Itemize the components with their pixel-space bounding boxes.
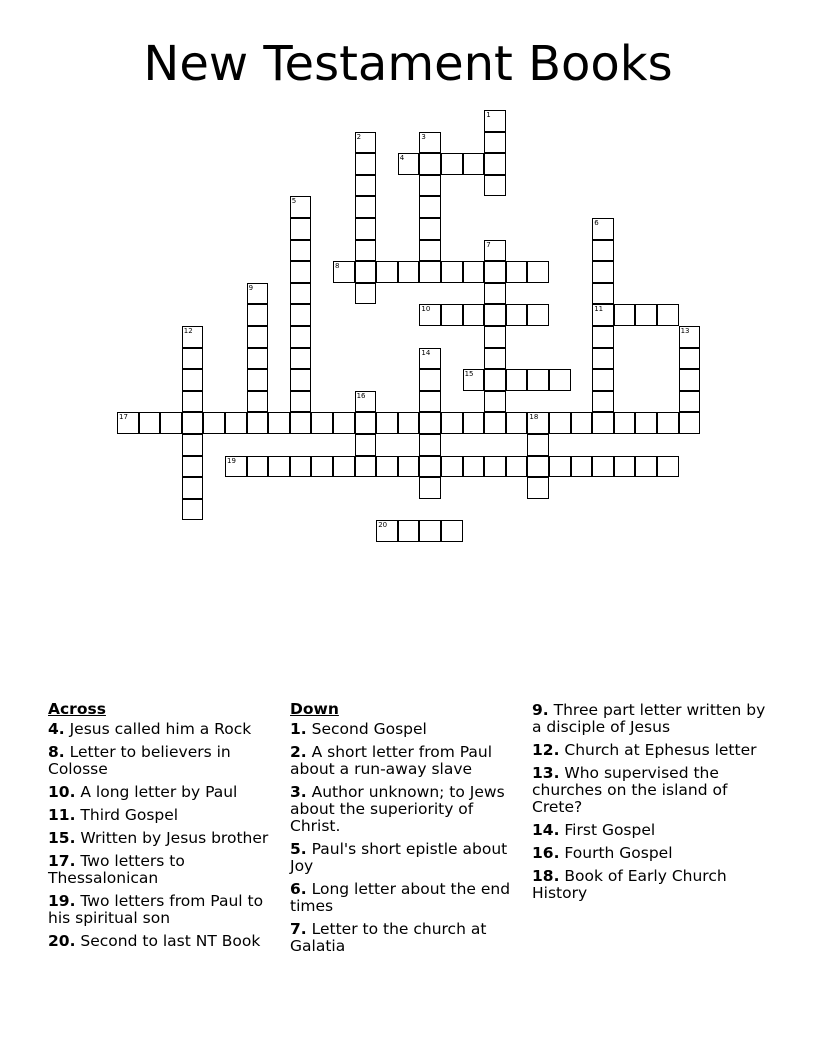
grid-cell[interactable] (290, 261, 312, 283)
clue-text: Long letter about the end times (290, 880, 511, 915)
clue-number: 4. (48, 720, 65, 738)
grid-cell[interactable] (333, 456, 355, 478)
grid-cell[interactable] (484, 283, 506, 305)
grid-cell[interactable] (290, 240, 312, 262)
clue-number-label: 19 (227, 456, 236, 465)
grid-cell[interactable] (290, 369, 312, 391)
grid-cell[interactable] (463, 153, 485, 175)
grid-cell[interactable] (225, 456, 247, 478)
clue-number: 18. (532, 867, 560, 885)
clue-number-label: 6 (594, 219, 599, 227)
across-heading: Across (48, 700, 106, 718)
clue-number: 7. (290, 920, 307, 938)
clue-item (48, 933, 280, 950)
grid-cell[interactable] (484, 369, 506, 391)
grid-cell[interactable] (527, 477, 549, 499)
clue-text: A short letter from Paul about a run-away slave (290, 743, 493, 778)
grid-cell[interactable] (398, 412, 420, 434)
grid-cell[interactable] (182, 412, 204, 434)
grid-cell[interactable] (355, 283, 377, 305)
clue-number-label: 4 (399, 154, 405, 163)
clue-text: Book of Early Church History (532, 867, 727, 902)
grid-cell[interactable] (679, 369, 701, 391)
grid-cell[interactable] (679, 326, 701, 348)
down-clues (290, 700, 526, 961)
grid-cell[interactable] (635, 412, 657, 434)
down-clues-continued (532, 702, 772, 908)
grid-cell[interactable] (398, 456, 420, 478)
clue-number: 11. (48, 806, 76, 824)
grid-cell[interactable] (419, 434, 441, 456)
grid-cell[interactable] (247, 283, 269, 305)
grid-cell[interactable] (182, 369, 204, 391)
clue-number: 17. (48, 852, 76, 870)
clue-item (48, 744, 280, 778)
grid-cell[interactable] (441, 520, 463, 542)
grid-cell[interactable] (592, 412, 614, 434)
grid-cell[interactable] (679, 412, 701, 434)
grid-cell[interactable] (592, 283, 614, 305)
grid-cell[interactable] (398, 153, 420, 175)
grid-cell[interactable] (247, 326, 269, 348)
grid-cell[interactable] (355, 456, 377, 478)
clue-number-label: 1 (486, 111, 491, 119)
grid-cell[interactable] (290, 391, 312, 413)
grid-cell[interactable] (419, 304, 441, 326)
clue-number-label: 20 (378, 521, 388, 530)
grid-cell[interactable] (549, 369, 571, 391)
grid-cell[interactable] (549, 456, 571, 478)
grid-cell[interactable] (376, 261, 398, 283)
clue-text: Church at Ephesus letter (559, 741, 757, 759)
grid-cell[interactable] (139, 412, 161, 434)
grid-cell[interactable] (484, 304, 506, 326)
grid-cell[interactable] (290, 326, 312, 348)
grid-cell[interactable] (182, 326, 204, 348)
clue-number-label: 7 (486, 240, 491, 249)
clue-number: 3. (290, 783, 307, 801)
clue-text: Three part letter written by a disciple of Jesus (532, 701, 766, 736)
grid-cell[interactable] (290, 348, 312, 370)
clue-number-label: 17 (119, 413, 128, 422)
grid-cell[interactable] (614, 304, 636, 326)
clue-text: Letter to believers in Colosse (48, 743, 231, 778)
grid-cell[interactable] (376, 520, 398, 542)
across-clues (48, 700, 280, 956)
clue-number-label: 2 (356, 132, 362, 141)
grid-cell[interactable] (333, 261, 355, 283)
grid-cell[interactable] (268, 456, 290, 478)
clue-number: 6. (290, 880, 307, 898)
grid-cell[interactable] (506, 456, 528, 478)
grid-cell[interactable] (441, 153, 463, 175)
grid-cell[interactable] (527, 412, 549, 434)
grid-cell[interactable] (592, 326, 614, 348)
grid-cell[interactable] (182, 477, 204, 499)
grid-cell[interactable] (635, 456, 657, 478)
clue-text: Author unknown; to Jews about the superiority of Christ. (290, 783, 505, 835)
grid-cell[interactable] (484, 456, 506, 478)
grid-cell[interactable] (506, 412, 528, 434)
clue-number-label: 3 (421, 132, 426, 141)
clue-number: 20. (48, 932, 76, 950)
grid-cell[interactable] (398, 261, 420, 283)
grid-cell[interactable] (484, 132, 506, 154)
grid-cell[interactable] (614, 412, 636, 434)
grid-cell[interactable] (484, 412, 506, 434)
clue-item (290, 921, 526, 955)
grid-cell[interactable] (311, 456, 333, 478)
grid-cell[interactable] (333, 412, 355, 434)
clue-text: Who supervised the churches on the island of Crete? (532, 764, 728, 816)
grid-cell[interactable] (527, 304, 549, 326)
grid-cell[interactable] (592, 348, 614, 370)
clue-number-label: 13 (680, 327, 690, 335)
clue-text: Written by Jesus brother (75, 829, 269, 847)
clue-number-label: 10 (421, 305, 431, 314)
clue-text: Letter to the church at Galatia (290, 920, 487, 955)
grid-cell[interactable] (182, 499, 204, 521)
clue-item (532, 742, 772, 759)
grid-cell[interactable] (419, 196, 441, 218)
grid-cell[interactable] (614, 456, 636, 478)
grid-cell[interactable] (355, 153, 377, 175)
grid-cell[interactable] (182, 456, 204, 478)
clue-item (532, 702, 772, 736)
grid-cell[interactable] (290, 456, 312, 478)
clue-number: 13. (532, 764, 560, 782)
clue-item (532, 765, 772, 816)
grid-cell[interactable] (419, 261, 441, 283)
clue-number: 12. (532, 741, 560, 759)
grid-cell[interactable] (506, 369, 528, 391)
grid-cell[interactable] (268, 412, 290, 434)
grid-cell[interactable] (657, 456, 679, 478)
grid-cell[interactable] (571, 456, 593, 478)
clue-item (290, 744, 526, 778)
grid-cell[interactable] (657, 304, 679, 326)
clue-number: 8. (48, 743, 65, 761)
clue-number: 15. (48, 829, 76, 847)
grid-cell[interactable] (506, 304, 528, 326)
grid-cell[interactable] (441, 412, 463, 434)
grid-cell[interactable] (355, 434, 377, 456)
grid-cell[interactable] (484, 240, 506, 262)
grid-cell[interactable] (463, 456, 485, 478)
grid-cell[interactable] (679, 391, 701, 413)
grid-cell[interactable] (419, 218, 441, 240)
grid-cell[interactable] (484, 110, 506, 132)
clue-text: Third Gospel (75, 806, 179, 824)
clue-number: 14. (532, 821, 560, 839)
grid-cell[interactable] (247, 369, 269, 391)
grid-cell[interactable] (419, 240, 441, 262)
grid-cell[interactable] (182, 391, 204, 413)
clue-text: Jesus called him a Rock (64, 720, 252, 738)
grid-cell[interactable] (290, 304, 312, 326)
grid-cell[interactable] (463, 261, 485, 283)
clue-text: A long letter by Paul (75, 783, 238, 801)
grid-cell[interactable] (182, 434, 204, 456)
grid-cell[interactable] (635, 304, 657, 326)
clue-item (532, 868, 772, 902)
grid-cell[interactable] (290, 283, 312, 305)
grid-cell[interactable] (419, 412, 441, 434)
clue-number: 2. (290, 743, 307, 761)
grid-cell[interactable] (376, 412, 398, 434)
grid-cell[interactable] (484, 326, 506, 348)
clue-number-label: 9 (248, 283, 254, 292)
grid-cell[interactable] (355, 412, 377, 434)
grid-cell[interactable] (398, 520, 420, 542)
grid-cell[interactable] (290, 412, 312, 434)
grid-cell[interactable] (419, 520, 441, 542)
grid-cell[interactable] (679, 348, 701, 370)
clue-number-label: 8 (335, 262, 340, 271)
grid-cell[interactable] (463, 369, 485, 391)
clue-number-label: 15 (464, 370, 474, 379)
grid-cell[interactable] (527, 369, 549, 391)
clue-text: Fourth Gospel (559, 844, 673, 862)
grid-cell[interactable] (247, 348, 269, 370)
grid-cell[interactable] (549, 412, 571, 434)
clue-item (48, 721, 280, 738)
grid-cell[interactable] (657, 412, 679, 434)
grid-cell[interactable] (419, 477, 441, 499)
clue-item (290, 881, 526, 915)
clue-number-label: 12 (183, 327, 193, 335)
clue-number-label: 14 (421, 348, 431, 357)
clue-text: Two letters to Thessalonican (48, 852, 185, 887)
clue-text: Paul's short epistle about Joy (290, 840, 508, 875)
down-heading: Down (290, 700, 339, 718)
grid-cell[interactable] (355, 261, 377, 283)
grid-cell[interactable] (355, 175, 377, 197)
grid-cell[interactable] (290, 218, 312, 240)
grid-cell[interactable] (592, 261, 614, 283)
grid-cell[interactable] (419, 175, 441, 197)
grid-cell[interactable] (182, 348, 204, 370)
grid-cell[interactable] (527, 434, 549, 456)
grid-cell[interactable] (463, 304, 485, 326)
clue-item (532, 845, 772, 862)
grid-cell[interactable] (225, 412, 247, 434)
grid-cell[interactable] (355, 196, 377, 218)
grid-cell[interactable] (419, 456, 441, 478)
grid-cell[interactable] (484, 348, 506, 370)
clue-item (48, 784, 280, 801)
grid-cell[interactable] (419, 153, 441, 175)
grid-cell[interactable] (571, 412, 593, 434)
grid-cell[interactable] (484, 153, 506, 175)
clue-item (48, 830, 280, 847)
grid-cell[interactable] (592, 369, 614, 391)
clue-number: 16. (532, 844, 560, 862)
puzzle-title: New Testament Books (143, 36, 673, 92)
grid-cell[interactable] (355, 240, 377, 262)
grid-cell[interactable] (376, 456, 398, 478)
clue-item (48, 853, 280, 887)
grid-cell[interactable] (527, 261, 549, 283)
grid-cell[interactable] (592, 304, 614, 326)
clue-text: Two letters from Paul to his spiritual son (48, 892, 264, 927)
grid-cell[interactable] (117, 412, 139, 434)
clue-number: 10. (48, 783, 76, 801)
grid-cell[interactable] (290, 196, 312, 218)
grid-cell[interactable] (592, 218, 614, 240)
grid-cell[interactable] (441, 456, 463, 478)
grid-cell[interactable] (463, 412, 485, 434)
grid-cell[interactable] (506, 261, 528, 283)
grid-cell[interactable] (419, 132, 441, 154)
clue-text: Second Gospel (306, 720, 427, 738)
clue-number: 5. (290, 840, 307, 858)
grid-cell[interactable] (441, 304, 463, 326)
grid-cell[interactable] (247, 456, 269, 478)
clue-item (290, 721, 526, 738)
grid-cell[interactable] (592, 456, 614, 478)
clue-item (48, 807, 280, 824)
grid-cell[interactable] (247, 304, 269, 326)
grid-cell[interactable] (247, 412, 269, 434)
grid-cell[interactable] (419, 348, 441, 370)
clue-number-label: 5 (291, 197, 297, 206)
grid-cell[interactable] (355, 132, 377, 154)
grid-cell[interactable] (203, 412, 225, 434)
clue-number-label: 11 (594, 305, 604, 314)
clue-text: Second to last NT Book (75, 932, 261, 950)
grid-cell[interactable] (484, 391, 506, 413)
grid-cell[interactable] (527, 456, 549, 478)
clue-item (532, 822, 772, 839)
grid-cell[interactable] (311, 412, 333, 434)
grid-cell[interactable] (419, 369, 441, 391)
clue-number: 19. (48, 892, 76, 910)
grid-cell[interactable] (592, 240, 614, 262)
clue-number-label: 16 (356, 391, 366, 400)
grid-cell[interactable] (484, 261, 506, 283)
clue-item (290, 841, 526, 875)
clue-number-label: 18 (529, 413, 539, 422)
clue-number: 1. (290, 720, 307, 738)
clue-item (290, 784, 526, 835)
clue-text: First Gospel (559, 821, 656, 839)
grid-cell[interactable] (355, 218, 377, 240)
grid-cell[interactable] (441, 261, 463, 283)
grid-cell[interactable] (160, 412, 182, 434)
grid-cell[interactable] (592, 391, 614, 413)
grid-cell[interactable] (484, 175, 506, 197)
grid-cell[interactable] (419, 391, 441, 413)
clue-item (48, 893, 280, 927)
clue-number: 9. (532, 701, 549, 719)
grid-cell[interactable] (355, 391, 377, 413)
grid-cell[interactable] (247, 391, 269, 413)
